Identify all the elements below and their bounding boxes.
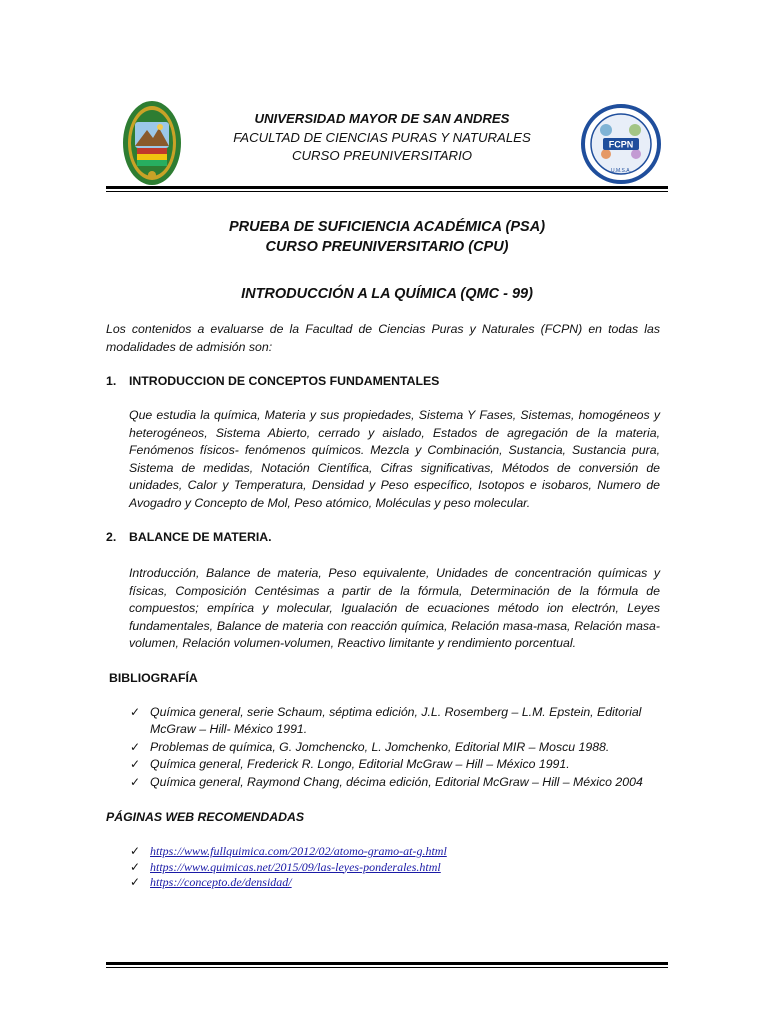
intro-paragraph: Los contenidos a evaluarse de la Facultad de Ciencias Puras y Naturales (FCPN) en todas las modalidades de admisión son: <box>106 322 660 354</box>
bibliography-list <box>130 704 650 791</box>
subject-title: INTRODUCCIÓN A LA QUÍMICA (QMC - 99) <box>241 286 533 302</box>
umsa-seal-logo <box>122 100 182 186</box>
fcpn-logo-text: FCPN <box>608 139 634 150</box>
web-links-list <box>130 844 650 891</box>
fcpn-seal-logo <box>578 104 664 184</box>
bibliography-item: ✓ Química general, serie Schaum, séptima edición, J.L. Rosemberg – L.M. Epstein, Editorial McGraw – Hill- México 1991. <box>130 705 642 737</box>
checkmark-icon: ✓ <box>130 844 141 858</box>
section-2-number: 2. <box>106 530 117 544</box>
section-1-number: 1. <box>106 374 117 388</box>
header-block <box>200 110 564 166</box>
web-link-item <box>130 875 650 891</box>
header-divider <box>106 186 668 192</box>
web-link[interactable]: https://www.fullquimica.com/2012/02/atomo-gramo-at-g.html <box>150 844 447 858</box>
checkmark-icon: ✓ <box>130 739 141 754</box>
bibliography-item: ✓ Química general, Raymond Chang, décima edición, Editorial McGraw – Hill – México 2004 <box>130 774 650 791</box>
web-link-item <box>130 844 650 860</box>
checkmark-icon: ✓ <box>130 757 141 772</box>
checkmark-icon: ✓ <box>130 859 141 874</box>
checkmark-icon: ✓ <box>130 875 141 889</box>
checkmark-icon: ✓ <box>130 774 141 789</box>
web-pages-heading: PÁGINAS WEB RECOMENDADAS <box>106 810 305 824</box>
section-2-title: BALANCE DE MATERIA. <box>129 530 272 544</box>
checkmark-icon: ✓ <box>130 705 141 719</box>
section-2-heading <box>106 530 272 544</box>
section-1-content: Que estudia la química, Materia y sus propiedades, Sistema Y Fases, Sistemas, homogéneos y heterogéneos, Sistema Abierto, cerrado y aislado, Estados de agregación de la materia, Fenómenos físicos- fenómenos químicos. Mezcla y Combinación, Sustancia, Sustancia pura, Sistema de medidas, Notación Científica, Cifras significativas, Métodos de conversión de unidades, Calor y Temperatura, Densidad y Peso específico, Isotopos e isobaros, Numero de Avogadro y Concepto de Mol, Peso atómico, Moléculas y peso molecular. <box>129 408 660 510</box>
bibliography-item: ✓ Problemas de química, G. Jomchencko, L. Jomchenko, Editorial MIR – Moscu 1988. <box>130 739 650 756</box>
title-block <box>106 217 668 257</box>
course-name: CURSO PREUNIVERSITARIO <box>291 148 472 163</box>
section-1-heading <box>106 374 439 388</box>
section-1-title: INTRODUCCION DE CONCEPTOS FUNDAMENTALES <box>129 374 440 388</box>
section-2-content: Introducción, Balance de materia, Peso equivalente, Unidades de concentración químicas y físicas, Composición Centésimas a partir de la fórmula, Determinación de la fórmula de compuestos; empírica y molecular, Igualación de ecuaciones método ion electrón, Leyes fundamentales, Balance de materia con reacción química, Relación masa-masa, Relación masa-volumen, Relación volumen-volumen, Reactivo limitante y rendimiento porcentual. <box>129 566 660 651</box>
umsa-logo-subtext: U.M.S.A. <box>610 168 632 174</box>
exam-title: PRUEBA DE SUFICIENCIA ACADÉMICA (PSA) <box>228 219 546 235</box>
bibliography-heading: BIBLIOGRAFÍA <box>109 671 198 685</box>
bibliography-item: ✓ Química general, Frederick R. Longo, Editorial McGraw – Hill – México 1991. <box>130 756 650 773</box>
faculty-name: FACULTAD DE CIENCIAS PURAS Y NATURALES <box>233 129 531 145</box>
web-link[interactable]: https://concepto.de/densidad/ <box>150 875 292 889</box>
course-title: CURSO PREUNIVERSITARIO (CPU) <box>265 239 509 255</box>
footer-divider <box>106 962 668 968</box>
university-name: UNIVERSIDAD MAYOR DE SAN ANDRES <box>254 111 510 126</box>
web-link-item <box>130 860 650 876</box>
web-link[interactable]: https://www.quimicas.net/2015/09/las-leyes-ponderales.html <box>150 859 441 874</box>
